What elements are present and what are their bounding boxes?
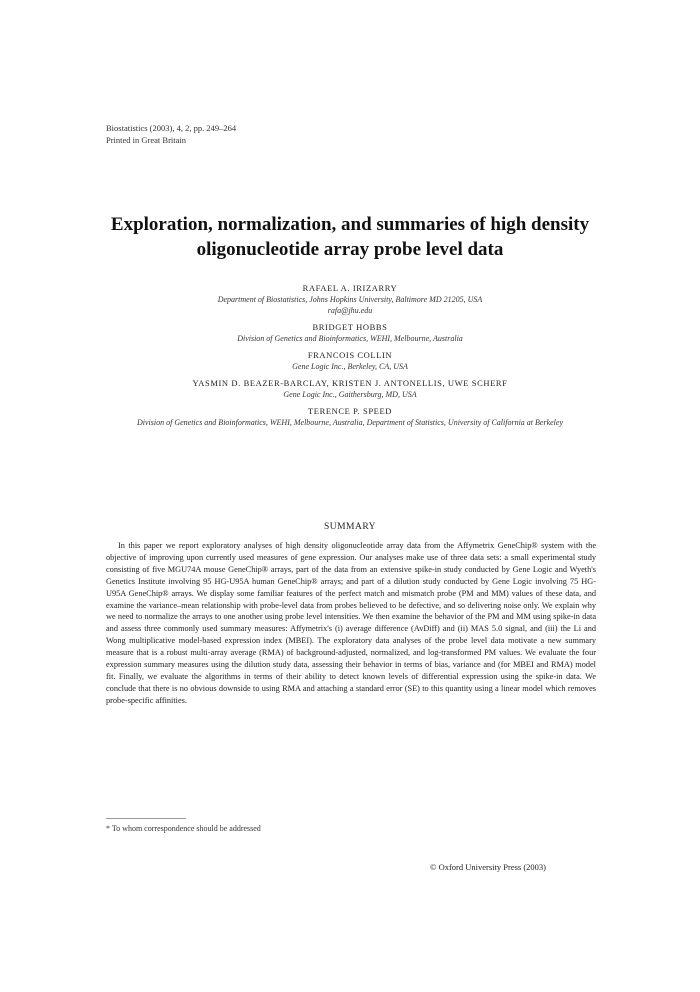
- author-list: [100, 282, 600, 433]
- author-name: TERENCE P. SPEED: [308, 406, 392, 416]
- author-name: BRIDGET HOBBS: [312, 322, 388, 332]
- publisher-notice: © Oxford University Press (2003): [430, 862, 546, 872]
- author-block: [100, 282, 600, 316]
- footnote: * To whom correspondence should be addressed: [106, 824, 261, 833]
- author-block: [100, 349, 600, 372]
- footnote-divider: [106, 818, 186, 819]
- author-affiliation: Gene Logic Inc., Gaithersburg, MD, USA: [283, 390, 417, 399]
- author-block: [100, 321, 600, 344]
- journal-header: [106, 122, 236, 146]
- author-block: [100, 405, 600, 428]
- author-affiliation: Gene Logic Inc., Berkeley, CA, USA: [292, 362, 408, 371]
- author-email: rafa@jhu.edu: [327, 306, 373, 315]
- abstract-text: In this paper we report exploratory analyses of high density oligonucleotide array data from the Affymetrix GeneChip® system with the objective of improving upon currently used measures of gene expression. Our analyses make use of three data sets: a small experimental study consisting of five MGU74A mouse GeneChip® arrays, part of the data from an extensive spike-in study conducted by Gene Logic and Wyeth's Genetics Institute involving 95 HG-U95A human GeneChip® arrays; and part of a dilution study conducted by Gene Logic involving 75 HG-U95A GeneChip® arrays. We display some familiar features of the perfect match and mismatch probe (PM and MM) values of these data, and examine the variance–mean relationship with probe-level data from probes believed to be defective, and so delivering noise only. We explain why we need to normalize the arrays to one another using probe level intensities. We then examine the behavior of the PM and MM using spike-in data and assess three commonly used summary measures: Affymetrix's (i) average difference (AvDiff) and (ii) MAS 5.0 signal, and (iii) the Li and Wong multiplicative model-based expression index (MBEI). The exploratory data analyses of the probe level data motivate a new summary measure that is a robust multi-array average (RMA) of background-adjusted, normalized, and log-transformed PM values. We evaluate the four expression summary measures using the dilution study data, assessing their behavior in terms of bias, variance and (for MBEI and RMA) model fit. Finally, we evaluate the algorithms in terms of their ability to detect known levels of differential expression using the spike-in data. We conclude that there is no obvious downside to using RMA and attaching a standard error (SE) to this quantity using a linear model which removes probe-specific affinities.: [106, 541, 596, 705]
- author-affiliation: Division of Genetics and Bioinformatics, WEHI, Melbourne, Australia: [237, 334, 463, 343]
- author-block: [100, 377, 600, 400]
- author-affiliation: Division of Genetics and Bioinformatics, WEHI, Melbourne, Australia, Department of Statistics, University of California at Berkeley: [136, 418, 564, 427]
- journal-series: Printed in Great Britain: [106, 135, 187, 145]
- paper-title: Exploration, normalization, and summaries of high density oligonucleotide array probe level data: [110, 214, 590, 260]
- summary-heading: SUMMARY: [323, 522, 377, 532]
- author-affiliation: Department of Biostatistics, Johns Hopkins University, Baltimore MD 21205, USA: [217, 295, 483, 304]
- author-name: YASMIN D. BEAZER-BARCLAY, KRISTEN J. ANTONELLIS, UWE SCHERF: [192, 378, 508, 388]
- author-name: FRANCOIS COLLIN: [307, 350, 393, 360]
- journal-citation: Biostatistics (2003), 4, 2, pp. 249–264: [106, 123, 237, 133]
- author-name: RAFAEL A. IRIZARRY: [302, 283, 398, 293]
